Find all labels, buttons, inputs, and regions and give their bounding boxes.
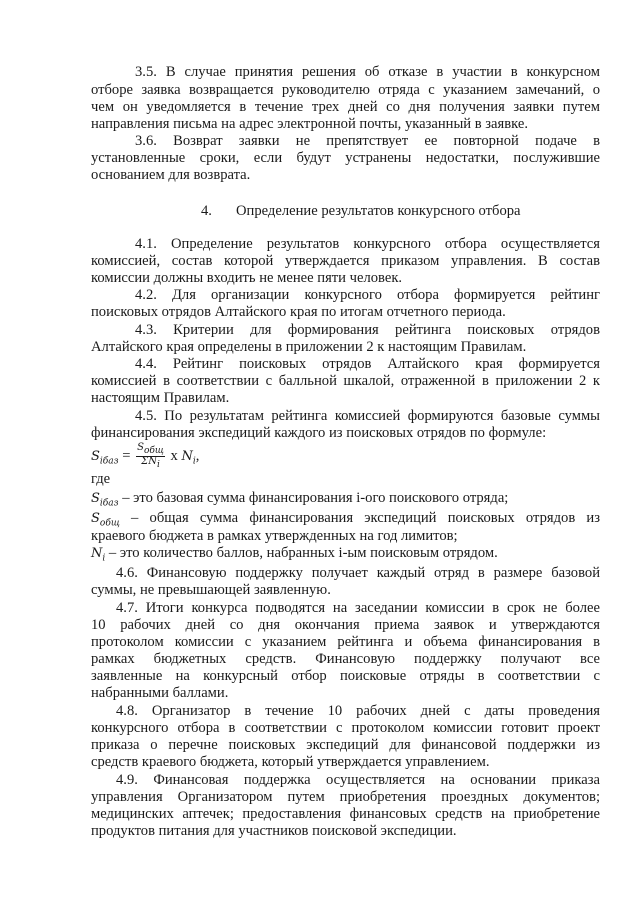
- paragraph-4-6-line: суммы, не превышающей заявленную.: [91, 582, 331, 598]
- formula-equals: =: [122, 447, 131, 464]
- paragraph-4-3-line: Алтайского края определены в приложении 2 к настоящим Правилам.: [91, 339, 527, 355]
- paragraph-4-4-line: 4.4. Рейтинг поисковых отрядов Алтайского края формируется: [135, 356, 600, 372]
- paragraph-4-9-line: управления Организатором путем приобретения проездных документов;: [91, 789, 600, 805]
- definition-s-ibaz: $S_{iбаз}$ – это базовая сумма финансирования i-ого поискового отряда;: [91, 490, 509, 509]
- paragraph-4-6-line: 4.6. Финансовую поддержку получает каждый отряд в размере базовой: [116, 565, 600, 581]
- paragraph-3-6-line: 3.6. Возврат заявки не препятствует ее повторной подаче в: [135, 133, 600, 149]
- paragraph-3-6-line: основанием для возврата.: [91, 167, 251, 183]
- formula-times: x: [170, 447, 178, 464]
- paragraph-4-4-line: комиссией в соответствии с балльной шкалой, отраженной в приложении 2 к: [91, 373, 600, 389]
- formula-ni: $N_i$: [181, 448, 196, 467]
- paragraph-3-6-line: установленные сроки, если будут устранены недостатки, послужившие: [91, 150, 600, 166]
- paragraph-4-5-line: 4.5. По результатам рейтинга комиссией формируются базовые суммы: [135, 408, 600, 424]
- paragraph-4-7-line: 10 рабочих дней со дня окончания приема заявок и утверждаются: [91, 617, 600, 633]
- paragraph-3-5-line: отборе заявка возвращается руководителю отряда с указанием замечаний, о: [91, 82, 600, 98]
- paragraph-3-5-line: чем он уведомляется в течение трех дней со дня получения заявки путем: [91, 99, 600, 115]
- paragraph-4-7-line: протоколом комиссии с указанием рейтинга и объема финансирования в: [91, 634, 600, 650]
- paragraph-4-9-line: продуктов питания для участников поисковой экспедиции.: [91, 823, 457, 839]
- paragraph-4-2-line: 4.2. Для организации конкурсного отбора формируется рейтинг: [135, 287, 600, 303]
- paragraph-4-2-line: поисковых отрядов Алтайского края по итогам отчетного периода.: [91, 304, 506, 320]
- paragraph-4-1-line: комиссией, состав которой утверждается приказом управления. В состав: [91, 253, 600, 269]
- formula: $S_{iбаз}$ = $\frac{S_{общ}}{\Sigma N_i}$ x $N_i$,: [91, 442, 200, 470]
- paragraph-4-8-line: приказа о перечне поисковых экспедиций для финансовой поддержки из: [91, 737, 600, 753]
- section-title: Определение результатов конкурсного отбора: [236, 203, 521, 219]
- paragraph-4-3-line: 4.3. Критерии для формирования рейтинга поисковых отрядов: [135, 322, 600, 338]
- definition-s-obsh-cont: краевого бюджета в рамках утвержденных на год лимитов;: [91, 528, 458, 544]
- paragraph-4-8-line: конкурсного отбора в соответствии с протоколом комиссии готовит проект: [91, 720, 600, 736]
- paragraph-4-1-line: 4.1. Определение результатов конкурсного отбора осуществляется: [135, 236, 600, 252]
- paragraph-4-8-line: средств краевого бюджета, который утверждается управлением.: [91, 754, 490, 770]
- definition-ni: $N_i$ – это количество баллов, набранных i-ым поисковым отрядом.: [91, 545, 498, 564]
- paragraph-4-7-line: набранными баллами.: [91, 685, 229, 701]
- paragraph-4-1-line: комиссии должны входить не менее пяти человек.: [91, 270, 403, 286]
- paragraph-3-5-line: 3.5. В случае принятия решения об отказе в участии в конкурсном: [135, 64, 600, 80]
- formula-fraction: $\frac{S_{общ}}{\Sigma N_i}$: [137, 442, 164, 470]
- definition-s-obsh: $S_{общ}$ – общая сумма финансирования экспедиций поисковых отрядов из: [91, 510, 600, 529]
- paragraph-4-9-line: медицинских аптечек; предоставления финансовых средств на приобретение: [91, 806, 600, 822]
- paragraph-4-9-line: 4.9. Финансовая поддержка осуществляется на основании приказа: [116, 772, 600, 788]
- paragraph-3-5-line: направления письма на адрес электронной почты, указанный в заявке.: [91, 116, 528, 132]
- paragraph-4-7-line: 4.7. Итоги конкурса подводятся на заседании комиссии в срок не более: [116, 600, 600, 616]
- paragraph-4-8-line: 4.8. Организатор в течение 10 рабочих дней с даты проведения: [116, 703, 600, 719]
- formula-lhs: $S_{iбаз}$: [91, 448, 119, 467]
- where-label: где: [91, 471, 111, 487]
- paragraph-4-5-line: финансирования экспедиций каждого из поисковых отрядов по формуле:: [91, 425, 547, 441]
- paragraph-4-7-line: заявленные на конкурсный отбор поисковые отряды в соответствии с: [91, 668, 600, 684]
- paragraph-4-7-line: рамках бюджетных средств. Финансовую поддержку получают все: [91, 651, 600, 667]
- paragraph-4-4-line: настоящим Правилам.: [91, 390, 230, 406]
- section-number: 4.: [201, 203, 212, 219]
